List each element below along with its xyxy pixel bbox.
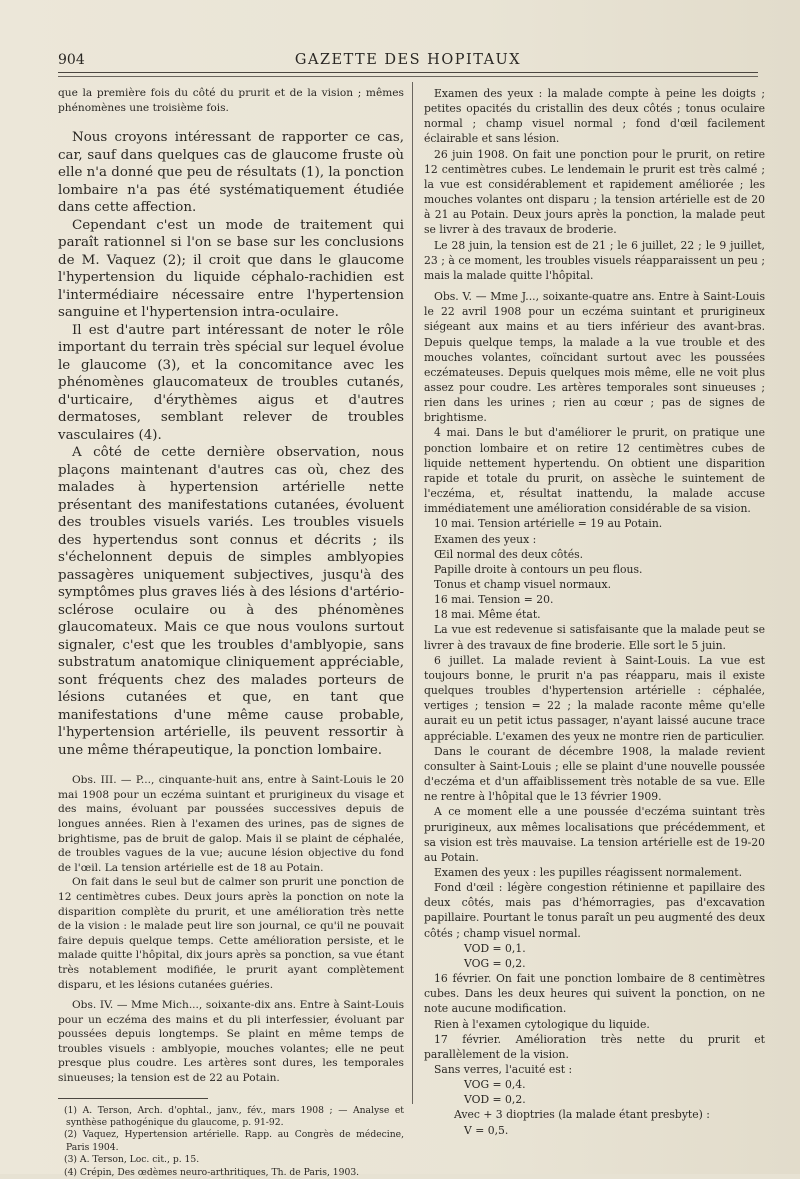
- page-header: [58, 52, 758, 72]
- paragraph: Le 28 juin, la tension est de 21 ; le 6 juillet, 22 ; le 9 juillet, 23 ; à ce moment, les troubles visuels réapparaissent un peu ; mais la malade quitte l'hôpital.: [424, 238, 765, 282]
- paragraph: Examen des yeux :: [434, 532, 537, 546]
- observation-4: Obs. IV. — Mme Mich..., soixante-dix ans. Entre à Saint-Louis pour un eczéma des mains et du pli interfessier, évoluant par poussées depuis longtemps. Se plaint en même temps de troubles visuels : amblyopie, mouches volantes; elle ne peut presque plus coudre. Les artères sont dures, les temporales sinueuses; la tension est de 22 au Potain.: [58, 999, 404, 1085]
- paragraph: Cependant c'est un mode de traitement qui paraît rationnel si l'on se base sur les conclusions de M. Vaquez (2); il croit que dans le glaucome l'hypertension du liquide céphalo-rachidien est l'intermédiaire nécessaire entre l'hypertension sanguine et l'hypertension intra-oculaire.: [58, 217, 404, 321]
- paragraph: 6 juillet. La malade revient à Saint-Louis. La vue est toujours bonne, le prurit n'a pas réapparu, mais il existe quelques troubles d'hypertension artérielle : céphalée, vertiges ; tension = 22 ; la malade raconte même qu'elle aurait eu un petit ictus passager, n'ayant laissé aucune trace appréciable. L'examen des yeux ne montre rien de particulier.: [424, 653, 765, 743]
- paragraph: 17 février. Amélioration très nette du prurit et parallèlement de la vision.: [424, 1032, 765, 1061]
- observation-3: Obs. III. — P..., cinquante-huit ans, entre à Saint-Louis le 20 mai 1908 pour un eczéma suintant et prurigineux du visage et des mains, évoluant par poussées successives depuis de longues années. Rien à l'examen des urines, pas de signes de brightisme, pas de bruit de galop. Mais il se plaint de céphalée, de troubles vagues de la vue; aucune lésion objective du fond de l'œil. La tension artérielle est de 18 au Potain.: [58, 774, 404, 874]
- paragraph: La vue est redevenue si satisfaisante que la malade peut se livrer à des travaux de fine broderie. Elle sort le 5 juin.: [424, 623, 765, 652]
- paragraph: A ce moment elle a une poussée d'eczéma suintant très prurigineux, aux mêmes localisations que précédemment, et sa vision est très mauvaise. La tension artérielle est de 19-20 au Potain.: [424, 805, 765, 864]
- paragraph: Papille droite à contours un peu flous.: [434, 562, 643, 576]
- footnote: (1) A. Terson, Arch. d'ophtal., janv., fév., mars 1908 ; — Analyse et synthèse pathogénique du glaucome, p. 91-92.: [64, 1104, 404, 1129]
- footnote: (3) A. Terson, Loc. cit., p. 15.: [64, 1154, 200, 1166]
- footnote-rule: [58, 1098, 208, 1099]
- observation-3-continued: On fait dans le seul but de calmer son prurit une ponction de 12 centimètres cubes. Deux jours après la ponction on note la disparition complète du prurit, et une amélioration très nette de la vision : le malade peut lire son journal, ce qu'il ne pouvait faire depuis quelque temps. Cette amélioration persiste, et le malade quitte l'hôpital, dix jours après sa ponction, sa vue étant très notablement modifiée, le prurit ayant complètement disparu, et les lésions cutanées guéries.: [58, 876, 404, 991]
- observation-5: Obs. V. — Mme J..., soixante-quatre ans. Entre à Saint-Louis le 22 avril 1908 pour un eczéma suintant et prurigineux siégeant aux mains et au tiers inférieur des avant-bras. Depuis quelque temps, la malade a la vue trouble et des mouches volantes, coïncidant surtout avec les poussées eczémateuses. Depuis quelques mois même, elle ne voit plus assez pour coudre. Les artères temporales sont sinueuses ; rien dans les urines ; rien au cœur ; pas de signes de brightisme.: [424, 290, 765, 425]
- paragraph: Examen des yeux : les pupilles réagissent normalement.: [434, 865, 743, 879]
- acuity-value: VOD = 0,1.: [464, 941, 526, 955]
- paragraph: Rien à l'examen cytologique du liquide.: [434, 1017, 650, 1031]
- header-rule: [58, 72, 758, 73]
- paragraph: Nous croyons intéressant de rapporter ce cas, car, sauf dans quelques cas de glaucome fruste où elle n'a donné que peu de résultats (1), la ponction lombaire n'a pas été systématiquement étudiée dans cette affection.: [58, 130, 404, 216]
- paragraph: Dans le courant de décembre 1908, la malade revient consulter à Saint-Louis ; elle se plaint d'une nouvelle poussée d'eczéma et d'un affaiblissement très notable de sa vue. Elle ne rentre à l'hôpital que le 13 février 1909.: [424, 744, 765, 804]
- paragraph: Fond d'œil : légère congestion rétinienne et papillaire des deux côtés, mais pas d'hémorragies, pas d'excavation papillaire. Pourtant le tonus paraît un peu augmenté des deux côtés ; champ visuel normal.: [424, 881, 765, 940]
- paragraph: Œil normal des deux côtés.: [434, 547, 584, 561]
- right-column: [424, 86, 765, 1138]
- column-divider: [412, 82, 413, 1104]
- paragraph: Avec + 3 dioptries (la malade étant presbyte) :: [454, 1108, 710, 1122]
- paragraph: A côté de cette dernière observation, nous plaçons maintenant d'autres cas où, chez des malades à hypertension artérielle nette présentant des manifestations cutanées, évoluent des troubles visuels variés. Les troubles visuels des hypertendus sont connus et décrits ; ils s'échelonnent depuis de simples amblyopies passagères uniquement subjectives, jusqu'à des symptômes plus graves liés à des lésions d'artério-sclérose oculaire ou à des phénomènes glaucomateux. Mais ce que nous voulons surtout signaler, c'est que les troubles d'amblyopie, sans substratum anatomique cliniquement appréciable, sont fréquents chez des malades porteurs de lésions cutanées et que, en tant que manifestations d'une même cause probable, l'hypertension artérielle, ils peuvent ressortir à une même thérapeutique, la ponction lombaire.: [58, 445, 404, 758]
- paragraph: Examen des yeux : la malade compte à peine les doigts ; petites opacités du cristallin des deux côtés ; tonus oculaire normal ; champ visuel normal ; fond d'œil facilement éclairable et sans lésion.: [424, 87, 765, 146]
- left-column: [58, 86, 404, 1179]
- acuity-value: V = 0,5.: [464, 1123, 509, 1137]
- footnote: (2) Vaquez, Hypertension artérielle. Rapp. au Congrès de médecine, Paris 1904.: [64, 1129, 404, 1153]
- paragraph: 4 mai. Dans le but d'améliorer le prurit, on pratique une ponction lombaire et on retire 12 centimètres cubes de liquide nettement hypertendu. On obtient une disparition rapide et totale du prurit, on assèche le suintement de l'eczéma, et, résultat inattendu, la malade accuse immédiatement une amélioration considérable de sa vision.: [424, 426, 765, 516]
- paragraph: 26 juin 1908. On fait une ponction pour le prurit, on retire 12 centimètres cubes. Le lendemain le prurit est très calmé ; la vue est considérablement et rapidement améliorée ; les mouches volantes ont disparu ; la tension artérielle est de 20 à 21 au Potain. Deux jours après la ponction, la malade peut se livrer à des travaux de broderie.: [424, 147, 765, 237]
- acuity-value: VOG = 0,2.: [464, 956, 526, 970]
- paragraph: 18 mai. Même état.: [434, 608, 541, 622]
- paragraph: 10 mai. Tension artérielle = 19 au Potain.: [434, 517, 663, 531]
- running-title: GAZETTE DES HOPITAUX: [294, 52, 522, 68]
- acuity-value: VOD = 0,2.: [464, 1093, 526, 1107]
- paragraph: 16 mai. Tension = 20.: [434, 593, 554, 607]
- page-number: 904: [58, 52, 85, 68]
- paragraph: 16 février. On fait une ponction lombaire de 8 centimètres cubes. Dans les deux heures qui suivent la ponction, on ne note aucune modification.: [424, 972, 765, 1016]
- footnote: (4) Crépin, Des œdèmes neuro-arthritiques, Th. de Paris, 1903.: [64, 1166, 360, 1178]
- paragraph: Tonus et champ visuel normaux.: [434, 578, 612, 591]
- paragraph: Il est d'autre part intéressant de noter le rôle important du terrain très spécial sur lequel évolue le glaucome (3), et la concomitance avec les phénomènes glaucomateux de troubles cutanés, d'urticaire, d'érythèmes aigus et d'autres dermatoses, semblant relever de troubles vasculaires (4).: [58, 322, 404, 443]
- continued-text: que la première fois du côté du prurit et de la vision ; mêmes phénomènes une troisième fois.: [58, 87, 404, 114]
- paragraph: Sans verres, l'acuité est :: [434, 1063, 573, 1076]
- acuity-value: VOG = 0,4.: [464, 1078, 526, 1092]
- header-rule-thin: [58, 76, 758, 77]
